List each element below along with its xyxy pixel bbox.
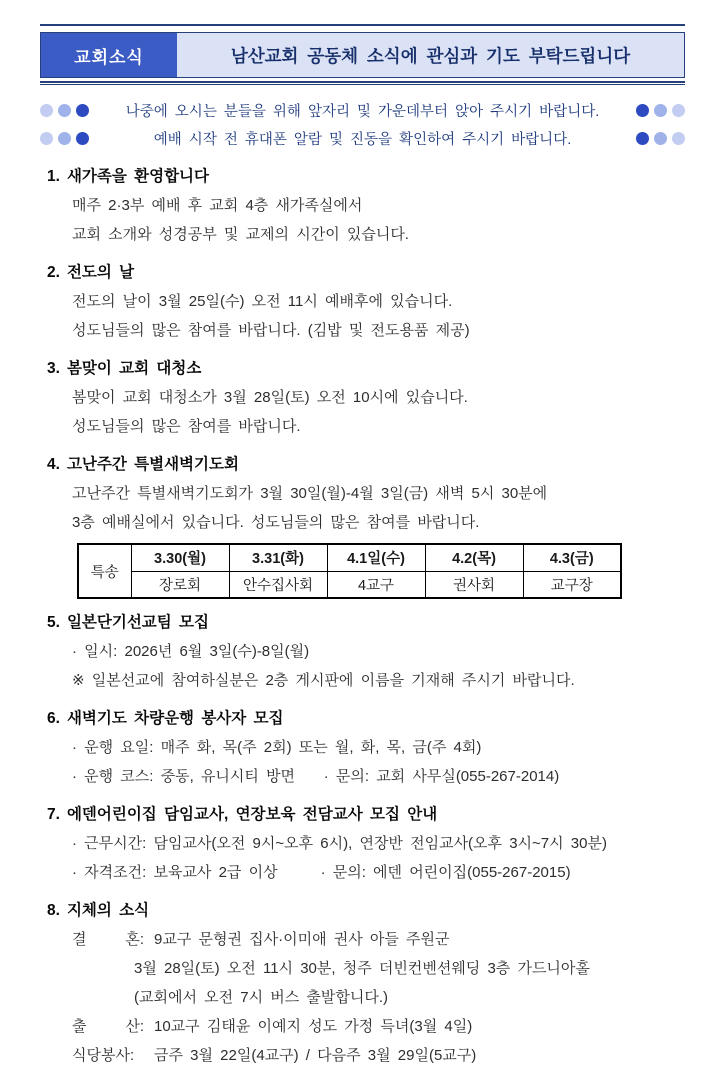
announcement-heading bbox=[47, 608, 685, 637]
news-entry bbox=[72, 1012, 685, 1041]
schedule-date-cell: 4.2(목) bbox=[425, 544, 523, 571]
announcement-title: 전도의 날 bbox=[66, 264, 135, 281]
announcement-line: ※ 일본선교에 참여하실분은 2층 게시판에 이름을 기재해 주시기 바랍니다. bbox=[72, 672, 575, 689]
announcement-line: 교회 소개와 성경공부 및 교제의 시간이 있습니다. bbox=[72, 226, 409, 243]
news-entry-label: 식당봉사: bbox=[72, 1047, 135, 1064]
announcement-line: 봄맞이 교회 대청소가 3월 28일(토) 오전 10시에 있습니다. bbox=[72, 389, 468, 406]
notice-text: 예배 시작 전 휴대폰 알람 및 진동을 확인하여 주시기 바랍니다. bbox=[153, 131, 572, 148]
announcement-number: 8. bbox=[47, 902, 60, 919]
announcement-item bbox=[40, 354, 685, 441]
dot-icon bbox=[76, 104, 89, 117]
notice-row bbox=[40, 124, 685, 152]
dot-icon bbox=[40, 104, 53, 117]
dot-icon bbox=[58, 104, 71, 117]
announcement-line: · 근무시간: 담임교사(오전 9시~오후 6시), 연장반 전임교사(오후 3시~7시 30분) bbox=[72, 835, 607, 852]
dot-icon bbox=[654, 104, 667, 117]
notice-section bbox=[40, 96, 685, 152]
top-rule bbox=[40, 24, 685, 26]
announcement-title: 새벽기도 차량운행 봉사자 모집 bbox=[66, 710, 284, 727]
notice-dots-right bbox=[636, 104, 685, 117]
announcement-number: 7. bbox=[47, 806, 60, 823]
schedule-header-row bbox=[78, 544, 621, 571]
news-entry bbox=[72, 925, 685, 954]
news-entry-text: 금주 3월 22일(4교구) / 다음주 3월 29일(5교구) bbox=[154, 1047, 477, 1064]
dot-icon bbox=[672, 104, 685, 117]
schedule-date-cell: 4.3(금) bbox=[523, 544, 621, 571]
schedule-date-cell: 3.31(화) bbox=[229, 544, 327, 571]
announcement-number: 2. bbox=[47, 264, 60, 281]
news-entry-label: 결 혼: bbox=[72, 931, 144, 948]
notice-row bbox=[40, 96, 685, 124]
news-entry-subline: 3월 28일(토) 오전 11시 30분, 청주 더빈컨벤션웨딩 3층 가드니아홀 bbox=[134, 960, 590, 977]
announcement-title: 지체의 소식 bbox=[66, 902, 150, 919]
section-tag: 교회소식 bbox=[41, 33, 177, 77]
schedule-date-cell: 4.1일(수) bbox=[327, 544, 425, 571]
dot-icon bbox=[672, 132, 685, 145]
announcement-heading bbox=[47, 354, 685, 383]
schedule-group-cell: 교구장 bbox=[523, 571, 621, 598]
announcement-item bbox=[40, 258, 685, 345]
announcement-heading bbox=[47, 704, 685, 733]
dot-icon bbox=[654, 132, 667, 145]
announcement-line: 성도님들의 많은 참여를 바랍니다. bbox=[72, 418, 301, 435]
announcement-number: 6. bbox=[47, 710, 60, 727]
announcement-heading bbox=[47, 800, 685, 829]
notice-dots-left bbox=[40, 132, 89, 145]
notice-dots-right bbox=[636, 132, 685, 145]
notice-text: 나중에 오시는 분들을 위해 앞자리 및 가운데부터 앉아 주시기 바랍니다. bbox=[125, 103, 600, 120]
schedule-group-cell: 4교구 bbox=[327, 571, 425, 598]
dot-icon bbox=[40, 132, 53, 145]
schedule-group-cell: 장로회 bbox=[131, 571, 229, 598]
schedule-group-cell: 안수집사회 bbox=[229, 571, 327, 598]
announcement-line: · 운행 코스: 중동, 유니시티 방면 · 문의: 교회 사무실(055-267-2014) bbox=[72, 768, 560, 785]
announcement-line: 매주 2·3부 예배 후 교회 4층 새가족실에서 bbox=[72, 197, 363, 214]
news-entry-subline: (교회에서 오전 7시 버스 출발합니다.) bbox=[134, 989, 389, 1006]
schedule-group-cell: 권사회 bbox=[425, 571, 523, 598]
announcement-heading bbox=[47, 162, 685, 191]
announcement-item bbox=[40, 608, 685, 695]
announcement-item bbox=[40, 896, 685, 1070]
dot-icon bbox=[636, 132, 649, 145]
announcement-line: 성도님들의 많은 참여를 바랍니다. (김밥 및 전도용품 제공) bbox=[72, 322, 470, 339]
announcement-title: 일본단기선교팀 모집 bbox=[66, 614, 210, 631]
header-band bbox=[40, 32, 685, 78]
announcement-item bbox=[40, 704, 685, 791]
announcement-item bbox=[40, 800, 685, 887]
announcement-number: 5. bbox=[47, 614, 60, 631]
dot-icon bbox=[76, 132, 89, 145]
announcement-title: 에덴어린이집 담임교사, 연장보육 전담교사 모집 안내 bbox=[66, 806, 438, 823]
announcement-title: 고난주간 특별새벽기도회 bbox=[66, 456, 239, 473]
announcement-heading bbox=[47, 896, 685, 925]
schedule-date-cell: 3.30(월) bbox=[131, 544, 229, 571]
announcement-line: 고난주간 특별새벽기도회가 3월 30일(월)-4월 3일(금) 새벽 5시 30분에 bbox=[72, 485, 548, 502]
notice-dots-left bbox=[40, 104, 89, 117]
news-entry-text: 9교구 문형권 집사·이미애 권사 아들 주원군 bbox=[154, 931, 450, 948]
announcement-number: 3. bbox=[47, 360, 60, 377]
news-entry bbox=[72, 1041, 685, 1070]
announcement-line: 전도의 날이 3월 25일(수) 오전 11시 예배후에 있습니다. bbox=[72, 293, 453, 310]
announcement-line: · 일시: 2026년 6월 3일(수)-8일(월) bbox=[72, 643, 310, 660]
news-entry-text: 10교구 김태윤 이예지 성도 가정 득녀(3월 4일) bbox=[154, 1018, 473, 1035]
announcement-title: 봄맞이 교회 대청소 bbox=[66, 360, 202, 377]
announcement-heading bbox=[47, 258, 685, 287]
announcement-list bbox=[40, 162, 685, 1070]
schedule-row-label: 특송 bbox=[78, 544, 131, 598]
schedule-group-row bbox=[78, 571, 621, 598]
dot-icon bbox=[636, 104, 649, 117]
announcement-heading bbox=[47, 450, 685, 479]
announcement-line: · 운행 요일: 매주 화, 목(주 2회) 또는 월, 화, 목, 금(주 4회) bbox=[72, 739, 482, 756]
announcement-line: · 자격조건: 보육교사 2급 이상 · 문의: 에덴 어린이집(055-267-2015) bbox=[72, 864, 571, 881]
dot-icon bbox=[58, 132, 71, 145]
announcement-title: 새가족을 환영합니다 bbox=[66, 168, 210, 185]
news-entry-label: 출 산: bbox=[72, 1018, 144, 1035]
announcement-item bbox=[40, 450, 685, 599]
announcement-item bbox=[40, 162, 685, 249]
announcement-number: 4. bbox=[47, 456, 60, 473]
special-song-schedule bbox=[77, 543, 622, 599]
page-title: 남산교회 공동체 소식에 관심과 기도 부탁드립니다 bbox=[230, 45, 631, 66]
header-bottom-rule bbox=[40, 81, 685, 85]
announcement-line: 3층 예배실에서 있습니다. 성도님들의 많은 참여를 바랍니다. bbox=[72, 514, 480, 531]
announcement-number: 1. bbox=[47, 168, 60, 185]
